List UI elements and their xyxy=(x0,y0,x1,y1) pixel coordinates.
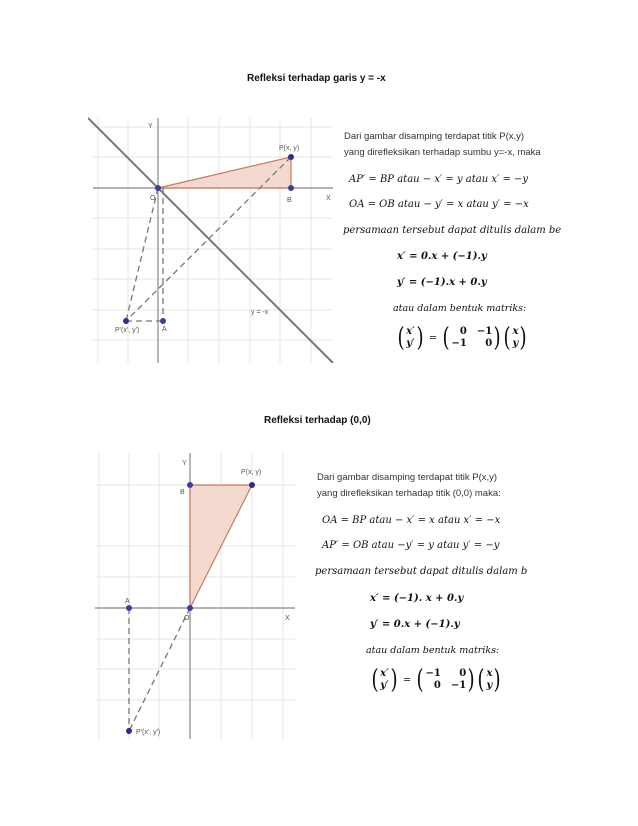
section1-eq2: OA = OB atau − y′ = x atau y′ = −x xyxy=(349,199,529,210)
m2-rhs-y: y xyxy=(486,680,493,691)
point-B xyxy=(187,482,193,488)
label-x-axis: X xyxy=(326,195,331,202)
point-A xyxy=(126,605,132,611)
label-y-axis: Y xyxy=(182,460,187,467)
section2-desc-line1: Dari gambar disamping terdapat titik P(x,y) xyxy=(317,472,498,483)
point-O xyxy=(187,605,193,611)
label-O: O xyxy=(184,615,190,622)
point-A xyxy=(160,318,166,324)
section2-eq1: OA = BP atau − x′ = x atau x′ = −x xyxy=(322,515,501,526)
label-B: B xyxy=(180,489,185,496)
graph-reflection-origin xyxy=(95,453,295,739)
section2-persamaan: persamaan tersebut dapat ditulis dalam b xyxy=(315,566,528,577)
graph-reflection-y-neg-x xyxy=(88,113,338,363)
label-P: P(x, y) xyxy=(241,469,262,476)
label-x-axis: X xyxy=(285,615,290,622)
section2-matrix-caption: atau dalam bentuk matriks: xyxy=(366,645,500,656)
point-P xyxy=(288,154,294,160)
m2-a11: −1 xyxy=(425,668,441,679)
m2-rhs-x: x xyxy=(486,668,493,679)
m1-a12: −1 xyxy=(476,326,493,337)
m2-a12: 0 xyxy=(459,668,467,679)
point-B xyxy=(288,185,294,191)
m2-a22: −1 xyxy=(450,680,467,691)
label-A: A xyxy=(162,326,167,333)
label-B: B xyxy=(287,197,292,204)
section1-desc-line1: Dari gambar disamping terdapat titik P(x,y) xyxy=(344,131,525,142)
section1-matrix-equation: ( x′ y′ ) = ( 0 −1 −1 0 ) ( x y ) xyxy=(397,323,528,353)
section1-title: Refleksi terhadap garis y = -x xyxy=(247,73,386,84)
section2-desc-line2: yang direfleksikan terhadap titik (0,0) maka: xyxy=(317,488,501,499)
m2-lhs-x: x′ xyxy=(380,668,389,679)
m1-lhs-x: x′ xyxy=(406,326,415,337)
section1-eq4: y′ = (−1).x + 0.y xyxy=(397,277,487,288)
label-P: P(x, y) xyxy=(279,145,300,152)
m1-a21: −1 xyxy=(451,338,467,349)
section2-eq4: y′ = 0.x + (−1).y xyxy=(370,619,460,630)
m1-rhs-x: x xyxy=(512,326,519,337)
m2-lhs-y: y′ xyxy=(380,680,389,691)
m1-a22: 0 xyxy=(485,338,493,349)
section2-eq2: AP′ = OB atau −y′ = y atau y′ = −y xyxy=(322,540,500,551)
point-Pprime xyxy=(126,728,132,734)
point-P xyxy=(249,482,255,488)
label-Pprime: P'(x', y') xyxy=(136,729,161,736)
point-O xyxy=(155,185,161,191)
section1-eq1: AP′ = BP atau − x′ = y atau x′ = −y xyxy=(349,174,529,185)
m1-a11: 0 xyxy=(459,326,467,337)
m1-rhs-y: y xyxy=(512,338,519,349)
triangle-OPB xyxy=(158,157,291,188)
label-y-axis: Y xyxy=(148,123,153,130)
section1-desc-line2: yang direfleksikan terhadap sumbu y=-x, maka xyxy=(344,147,541,158)
section2-eq3: x′ = (−1). x + 0.y xyxy=(370,593,464,604)
label-Pprime: P'(x', y') xyxy=(115,327,140,334)
label-A: A xyxy=(125,598,130,605)
section1-persamaan: persamaan tersebut dapat ditulis dalam be xyxy=(343,225,562,236)
m2-a21: 0 xyxy=(433,680,441,691)
section2-matrix-equation: ( x′ y′ ) = ( −1 0 0 −1 ) ( x y ) xyxy=(371,665,502,695)
label-line: y = -x xyxy=(251,309,269,316)
section2-title: Refleksi terhadap (0,0) xyxy=(264,415,371,426)
label-O: O xyxy=(150,195,156,202)
m1-lhs-y: y′ xyxy=(406,338,415,349)
section1-matrix-caption: atau dalam bentuk matriks: xyxy=(393,303,527,314)
section1-eq3: x′ = 0.x + (−1).y xyxy=(397,251,487,262)
point-Pprime xyxy=(123,318,129,324)
